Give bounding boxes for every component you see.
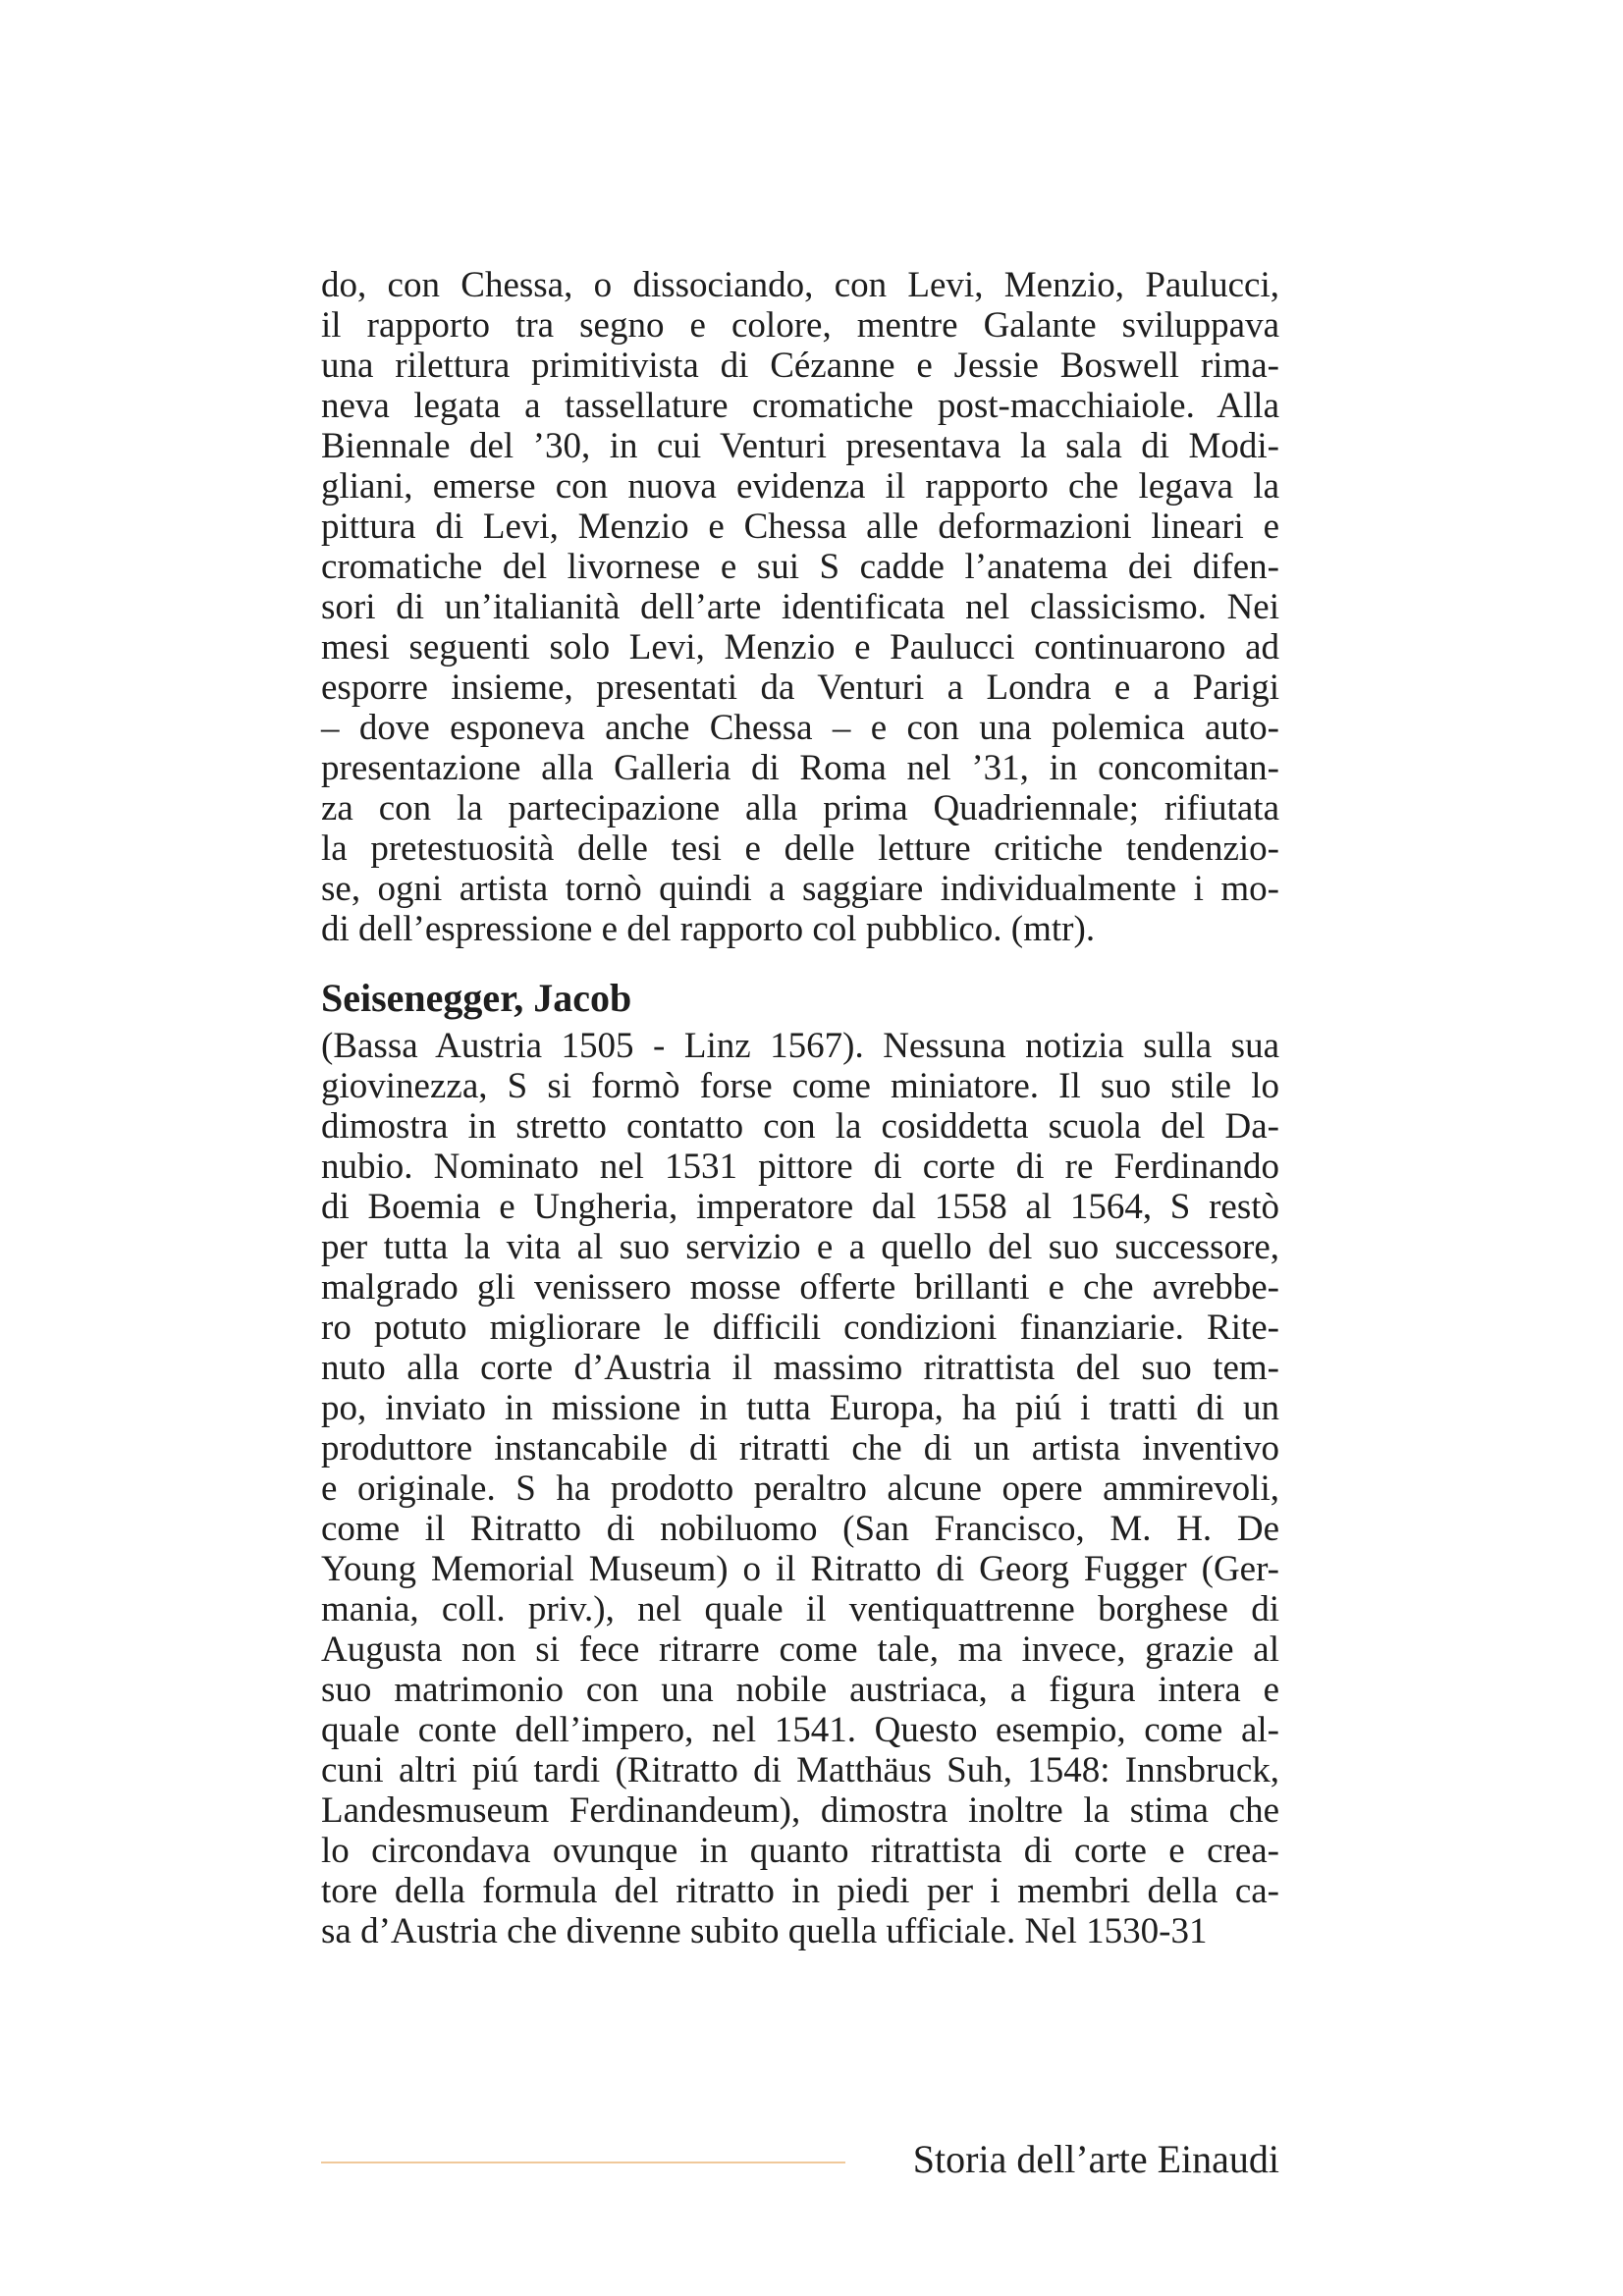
text-line: Young Memorial Museum) o il Ritratto di Georg Fugger (Ger-: [321, 1549, 1279, 1589]
text-line: giovinezza, S si formò forse come miniatore. Il suo stile lo: [321, 1066, 1279, 1106]
text-line: – dove esponeva anche Chessa – e con una polemica auto-: [321, 708, 1279, 748]
text-line: mania, coll. priv.), nel quale il ventiquattrenne borghese di: [321, 1589, 1279, 1629]
text-line: gliani, emerse con nuova evidenza il rapporto che legava la: [321, 466, 1279, 507]
text-line: se, ogni artista tornò quindi a saggiare individualmente i mo-: [321, 869, 1279, 909]
text-line: ro potuto migliorare le difficili condizioni finanziarie. Rite-: [321, 1308, 1279, 1348]
text-line: di dell’espressione e del rapporto col pubblico. (mtr).: [321, 909, 1096, 949]
text-line: cuni altri piú tardi (Ritratto di Matthäus Suh, 1548: Innsbruck,: [321, 1750, 1279, 1790]
text-line: sa d’Austria che divenne subito quella ufficiale. Nel 1530-31: [321, 1911, 1208, 1951]
footer-rule: [321, 2162, 845, 2163]
text-line: pittura di Levi, Menzio e Chessa alle deformazioni lineari e: [321, 507, 1279, 547]
footer-title: Storia dell’arte Einaudi: [912, 2137, 1279, 2181]
text-line: tore della formula del ritratto in piedi per i membri della ca-: [321, 1871, 1279, 1911]
section-1-text: [321, 265, 1279, 949]
text-line: Biennale del ’30, in cui Venturi presentava la sala di Modi-: [321, 426, 1279, 466]
text-line: per tutta la vita al suo servizio e a quello del suo successore,: [321, 1227, 1279, 1267]
text-line: presentazione alla Galleria di Roma nel ’31, in concomitan-: [321, 748, 1279, 788]
entry-text: [321, 1026, 1279, 1951]
text-line: di Boemia e Ungheria, imperatore dal 1558 al 1564, S restò: [321, 1187, 1279, 1227]
text-line: neva legata a tassellature cromatiche post-macchiaiole. Alla: [321, 386, 1279, 426]
entry-heading: Seisenegger, Jacob: [321, 976, 632, 1020]
text-line: Augusta non si fece ritrarre come tale, ma invece, grazie al: [321, 1629, 1279, 1670]
page-body: [321, 265, 1279, 1951]
text-line: za con la partecipazione alla prima Quadriennale; rifiutata: [321, 788, 1279, 828]
text-line: (Bassa Austria 1505 - Linz 1567). Nessuna notizia sulla sua: [321, 1026, 1279, 1066]
text-line: cromatiche del livornese e sui S cadde l’anatema dei difen-: [321, 547, 1279, 587]
text-line: mesi seguenti solo Levi, Menzio e Paulucci continuarono ad: [321, 627, 1279, 667]
text-line: po, inviato in missione in tutta Europa, ha piú i tratti di un: [321, 1388, 1279, 1428]
text-line: sori di un’italianità dell’arte identificata nel classicismo. Nei: [321, 587, 1279, 627]
text-line: la pretestuosità delle tesi e delle letture critiche tendenzio-: [321, 828, 1279, 869]
text-line: e originale. S ha prodotto peraltro alcune opere ammirevoli,: [321, 1468, 1279, 1509]
text-line: esporre insieme, presentati da Venturi a Londra e a Parigi: [321, 667, 1279, 708]
text-line: suo matrimonio con una nobile austriaca, a figura intera e: [321, 1670, 1279, 1710]
text-line: lo circondava ovunque in quanto ritrattista di corte e crea-: [321, 1831, 1279, 1871]
text-line: malgrado gli venissero mosse offerte brillanti e che avrebbe-: [321, 1267, 1279, 1308]
text-line: il rapporto tra segno e colore, mentre Galante sviluppava: [321, 305, 1279, 346]
text-line: come il Ritratto di nobiluomo (San Francisco, M. H. De: [321, 1509, 1279, 1549]
text-line: nubio. Nominato nel 1531 pittore di corte di re Ferdinando: [321, 1147, 1279, 1187]
text-line: do, con Chessa, o dissociando, con Levi, Menzio, Paulucci,: [321, 265, 1279, 305]
text-line: quale conte dell’impero, nel 1541. Questo esempio, come al-: [321, 1710, 1279, 1750]
text-line: Landesmuseum Ferdinandeum), dimostra inoltre la stima che: [321, 1790, 1279, 1831]
text-line: una rilettura primitivista di Cézanne e Jessie Boswell rima-: [321, 346, 1279, 386]
text-line: dimostra in stretto contatto con la cosiddetta scuola del Da-: [321, 1106, 1279, 1147]
text-line: produttore instancabile di ritratti che di un artista inventivo: [321, 1428, 1279, 1468]
text-line: nuto alla corte d’Austria il massimo ritrattista del suo tem-: [321, 1348, 1279, 1388]
